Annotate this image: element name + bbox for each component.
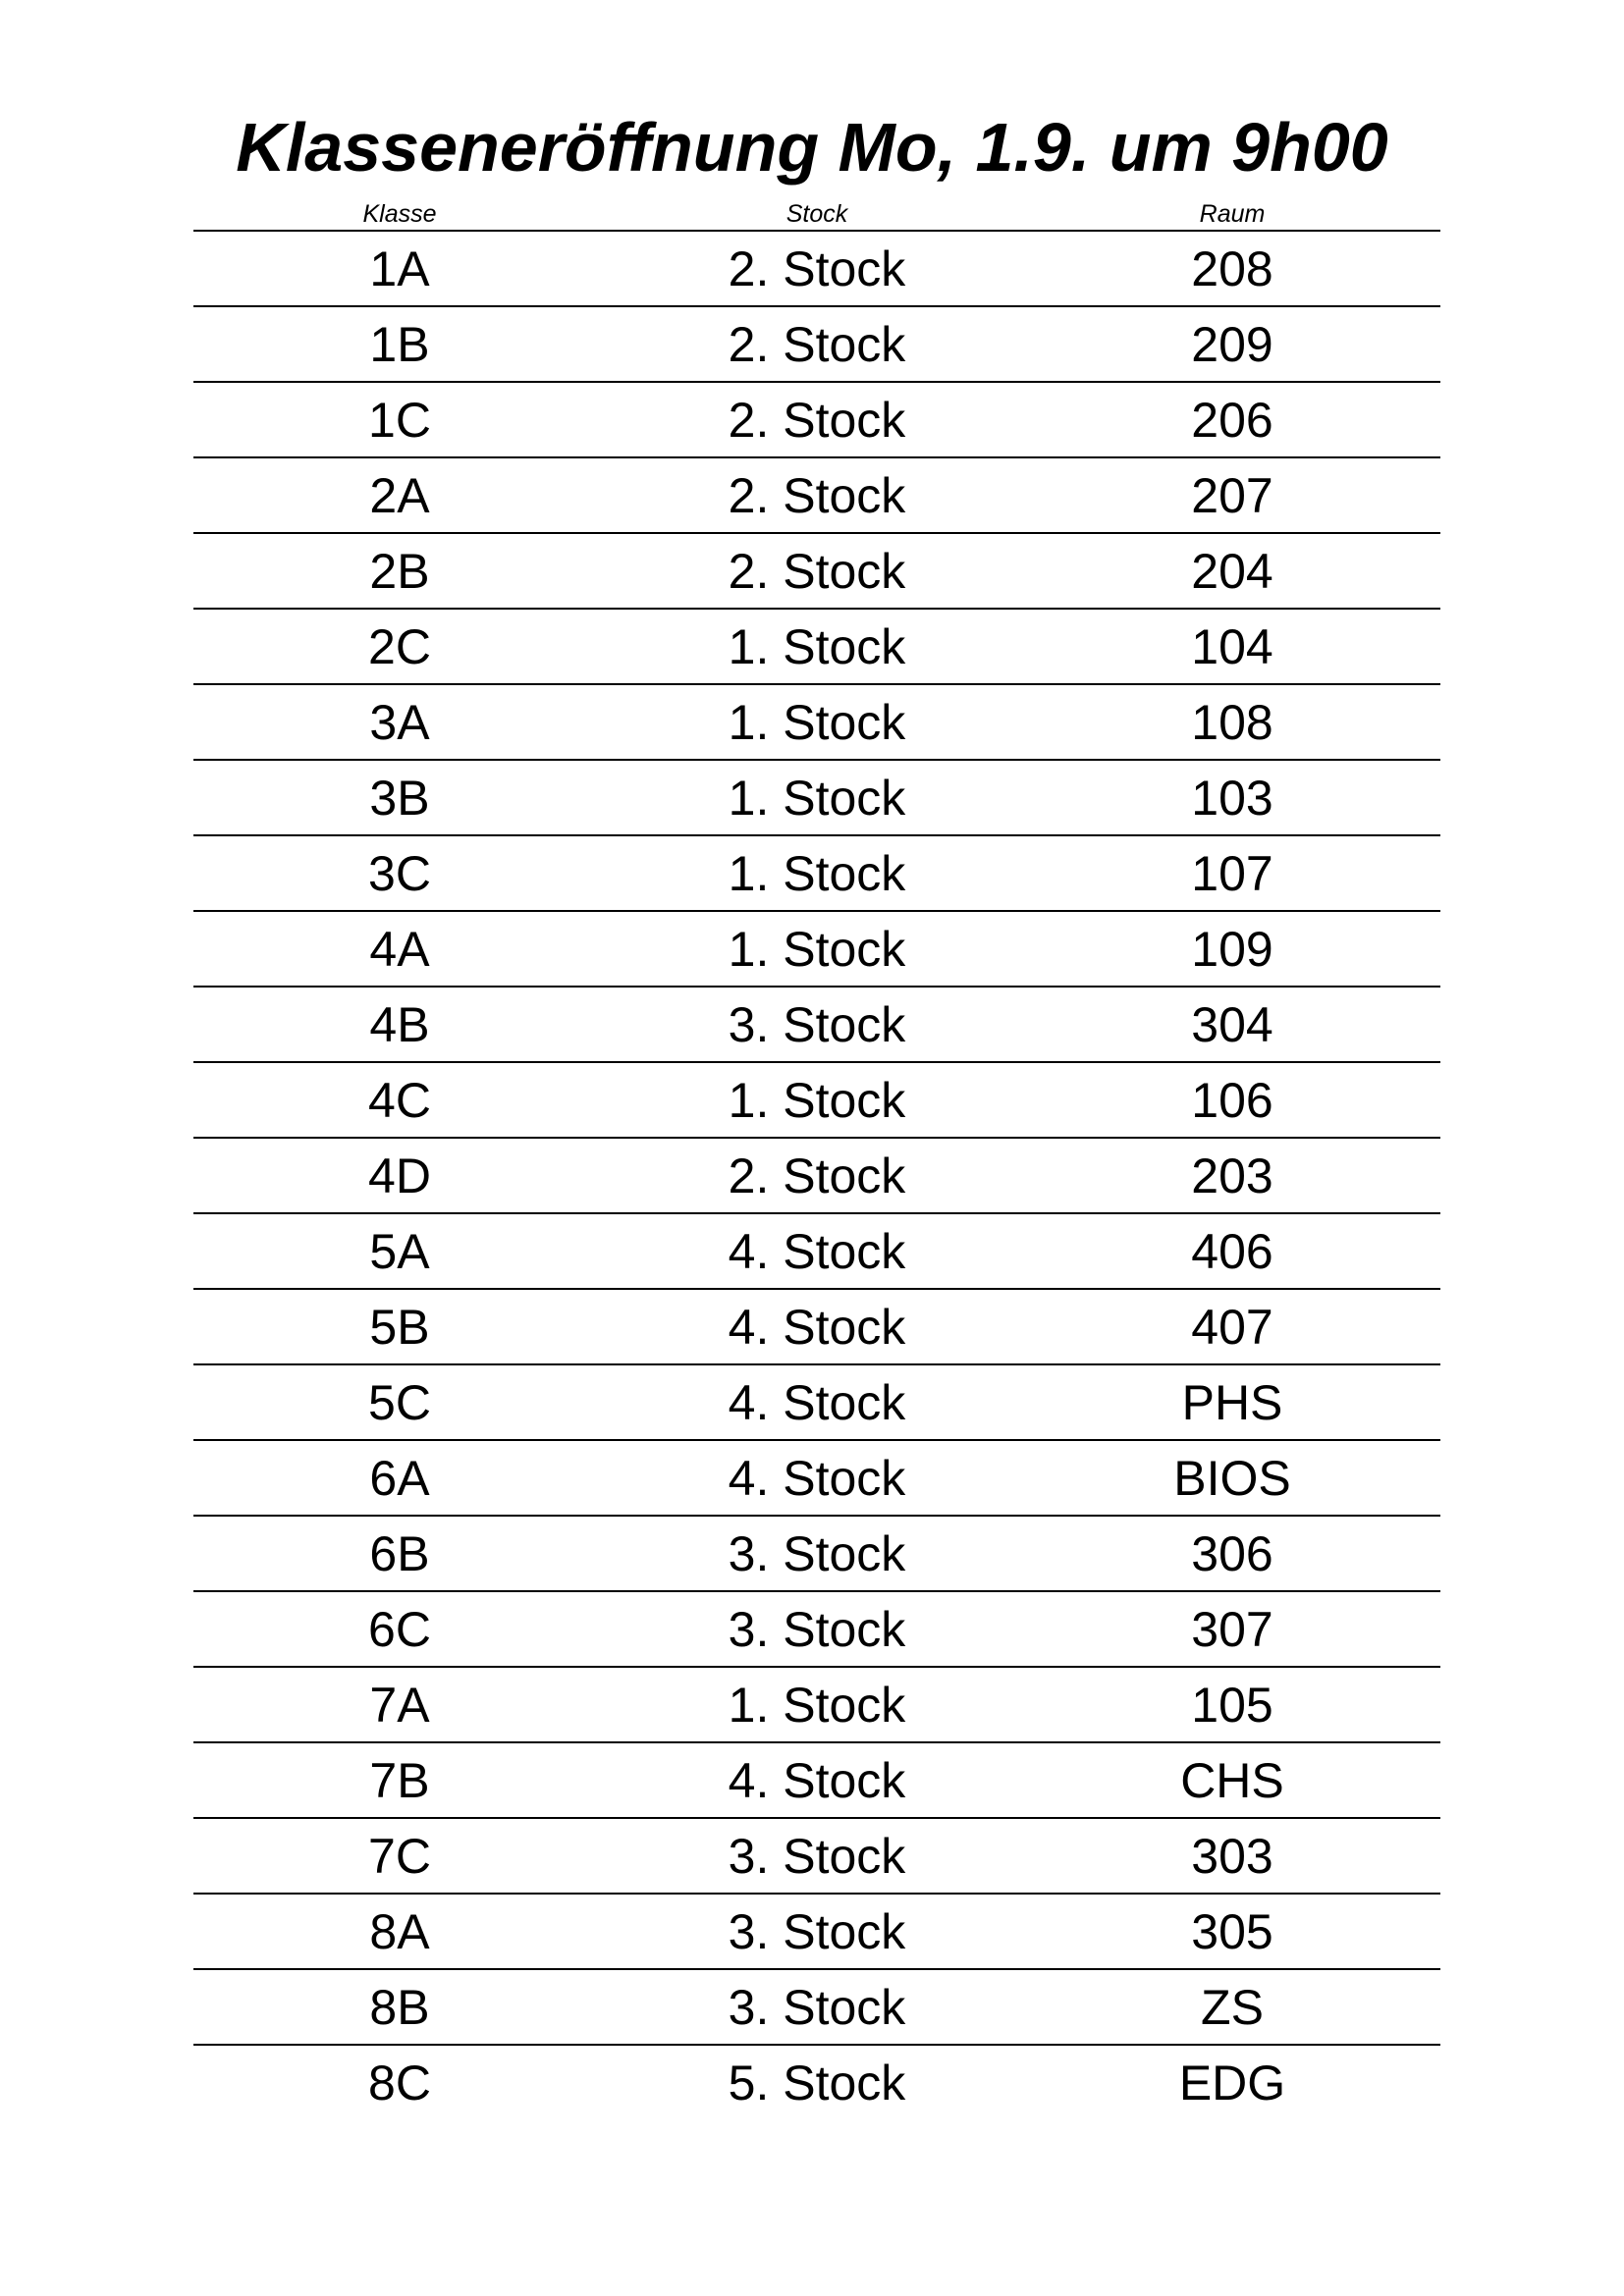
cell-stock: 3. Stock xyxy=(728,1980,906,2035)
cell-raum: 106 xyxy=(1191,1073,1273,1128)
table-row xyxy=(193,307,1440,383)
cell-stock: 2. Stock xyxy=(728,1148,906,1203)
header-raum: Raum xyxy=(1199,200,1266,228)
cell-raum: 407 xyxy=(1191,1300,1273,1355)
cell-stock: 1. Stock xyxy=(728,1678,906,1733)
table-row xyxy=(193,458,1440,534)
cell-raum: 307 xyxy=(1191,1602,1273,1657)
page-title: Klasseneröffnung Mo, 1.9. um 9h00 xyxy=(236,109,1388,186)
cell-stock: 4. Stock xyxy=(728,1300,906,1355)
cell-klasse: 5A xyxy=(369,1224,430,1279)
table-row xyxy=(193,1517,1440,1592)
cell-klasse: 7C xyxy=(368,1829,431,1884)
cell-stock: 2. Stock xyxy=(728,468,906,523)
cell-raum: 209 xyxy=(1191,317,1273,372)
cell-raum: 304 xyxy=(1191,997,1273,1052)
cell-raum: 108 xyxy=(1191,695,1273,750)
cell-raum: 208 xyxy=(1191,241,1273,296)
cell-stock: 1. Stock xyxy=(728,1073,906,1128)
table-row xyxy=(193,1895,1440,1970)
cell-klasse: 2A xyxy=(369,468,430,523)
table-body xyxy=(193,232,1440,2121)
cell-klasse: 6B xyxy=(369,1526,430,1581)
cell-stock: 2. Stock xyxy=(728,317,906,372)
table-row xyxy=(193,1214,1440,1290)
cell-raum: 203 xyxy=(1191,1148,1273,1203)
cell-raum: 109 xyxy=(1191,922,1273,977)
cell-stock: 4. Stock xyxy=(728,1224,906,1279)
cell-klasse: 8A xyxy=(369,1904,430,1959)
cell-raum: 406 xyxy=(1191,1224,1273,1279)
table-row xyxy=(193,1668,1440,1743)
table-row xyxy=(193,610,1440,685)
class-room-table xyxy=(193,192,1440,2121)
table-header-row xyxy=(193,192,1440,232)
cell-raum: BIOS xyxy=(1173,1451,1291,1506)
cell-klasse: 2C xyxy=(368,619,431,674)
cell-klasse: 6A xyxy=(369,1451,430,1506)
table-row xyxy=(193,685,1440,761)
cell-klasse: 2B xyxy=(369,544,430,599)
cell-raum: 104 xyxy=(1191,619,1273,674)
header-stock: Stock xyxy=(785,200,848,228)
cell-stock: 2. Stock xyxy=(728,544,906,599)
cell-raum: PHS xyxy=(1181,1375,1283,1430)
cell-raum: 204 xyxy=(1191,544,1273,599)
cell-stock: 4. Stock xyxy=(728,1451,906,1506)
cell-raum: 305 xyxy=(1191,1904,1273,1959)
cell-klasse: 1A xyxy=(369,241,430,296)
cell-raum: CHS xyxy=(1180,1753,1284,1808)
table-row xyxy=(193,1819,1440,1895)
cell-raum: 103 xyxy=(1191,771,1273,826)
cell-stock: 3. Stock xyxy=(728,1829,906,1884)
cell-klasse: 7B xyxy=(369,1753,430,1808)
table-row xyxy=(193,836,1440,912)
cell-klasse: 3C xyxy=(368,846,431,901)
cell-raum: 303 xyxy=(1191,1829,1273,1884)
cell-klasse: 5C xyxy=(368,1375,431,1430)
table-row xyxy=(193,1365,1440,1441)
cell-klasse: 8B xyxy=(369,1980,430,2035)
cell-stock: 1. Stock xyxy=(728,922,906,977)
cell-klasse: 3B xyxy=(369,771,430,826)
table-row xyxy=(193,1441,1440,1517)
table-row xyxy=(193,1970,1440,2046)
cell-stock: 4. Stock xyxy=(728,1753,906,1808)
table-row xyxy=(193,912,1440,988)
cell-stock: 3. Stock xyxy=(728,1904,906,1959)
cell-klasse: 4B xyxy=(369,997,430,1052)
table-row xyxy=(193,1743,1440,1819)
cell-raum: ZS xyxy=(1201,1980,1264,2035)
cell-klasse: 6C xyxy=(368,1602,431,1657)
table-row xyxy=(193,1139,1440,1214)
cell-stock: 4. Stock xyxy=(728,1375,906,1430)
table-row xyxy=(193,2046,1440,2121)
cell-klasse: 8C xyxy=(368,2056,431,2110)
cell-stock: 5. Stock xyxy=(728,2056,906,2110)
cell-raum: 105 xyxy=(1191,1678,1273,1733)
cell-stock: 1. Stock xyxy=(728,695,906,750)
cell-klasse: 1C xyxy=(368,393,431,448)
cell-stock: 3. Stock xyxy=(728,1602,906,1657)
table-row xyxy=(193,232,1440,307)
cell-stock: 2. Stock xyxy=(728,393,906,448)
cell-raum: 306 xyxy=(1191,1526,1273,1581)
table-row xyxy=(193,988,1440,1063)
cell-raum: 107 xyxy=(1191,846,1273,901)
cell-klasse: 4C xyxy=(368,1073,431,1128)
cell-raum: 206 xyxy=(1191,393,1273,448)
cell-stock: 1. Stock xyxy=(728,771,906,826)
table-row xyxy=(193,761,1440,836)
cell-klasse: 4D xyxy=(368,1148,431,1203)
table-row xyxy=(193,1063,1440,1139)
table-row xyxy=(193,383,1440,458)
cell-stock: 2. Stock xyxy=(728,241,906,296)
cell-stock: 1. Stock xyxy=(728,846,906,901)
cell-raum: EDG xyxy=(1178,2056,1286,2110)
table-row xyxy=(193,534,1440,610)
cell-klasse: 3A xyxy=(369,695,430,750)
table-row xyxy=(193,1290,1440,1365)
table-row xyxy=(193,1592,1440,1668)
cell-raum: 207 xyxy=(1191,468,1273,523)
cell-klasse: 7A xyxy=(369,1678,430,1733)
cell-stock: 3. Stock xyxy=(728,997,906,1052)
cell-stock: 1. Stock xyxy=(728,619,906,674)
header-klasse: Klasse xyxy=(362,200,437,228)
cell-klasse: 4A xyxy=(369,922,430,977)
cell-klasse: 5B xyxy=(369,1300,430,1355)
cell-stock: 3. Stock xyxy=(728,1526,906,1581)
cell-klasse: 1B xyxy=(369,317,430,372)
